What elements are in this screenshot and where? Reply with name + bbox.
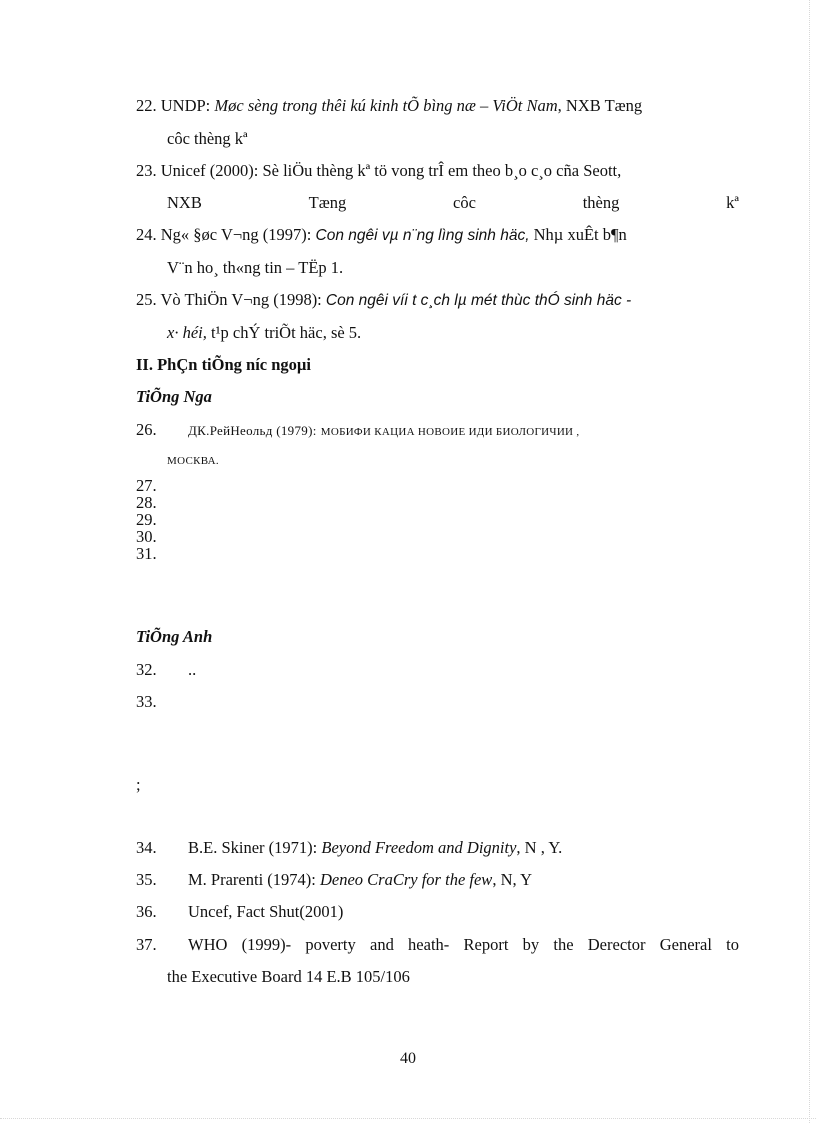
- ref-25: [136, 290, 631, 311]
- ref-28-number: 28.: [136, 493, 157, 512]
- ref-37: 37. WHO (1999)- poverty and heath- Report by the Derector General to: [136, 935, 739, 954]
- ref-24-author: 24. Ng« §øc V¬ng (1997):: [136, 225, 312, 244]
- subsection-heading-russian: TiÕng Nga: [136, 387, 212, 406]
- ref-25-author: 25. Vò ThiÖn V¬ng (1998):: [136, 290, 322, 309]
- ref-24: [136, 225, 627, 246]
- page-number: 40: [400, 1050, 416, 1067]
- ref-22: [136, 96, 739, 116]
- ref-26-number: 26.: [136, 420, 157, 439]
- ref-22-title: Møc sèng trong thêi kú kinh tÕ bìng næ – ViÖt Nam: [214, 96, 558, 115]
- ref-24-title: Con ngêi vµ n¨ng lìng sinh häc,: [315, 227, 530, 244]
- ref-35: 35. M. Prarenti (1974): Deneo CraCry for the few, N, Y: [136, 870, 533, 889]
- ref-37-continuation: the Executive Board 14 E.B 105/106: [167, 967, 410, 986]
- ref-32: 32. ..: [136, 660, 197, 679]
- page-edge-right: [809, 0, 810, 1123]
- ref-36: 36. Uncef, Fact Shut(2001): [136, 902, 344, 921]
- section-heading-foreign: II. PhÇn tiÕng níc ngoµi: [136, 355, 312, 374]
- stray-semicolon: ;: [136, 775, 141, 794]
- ref-24-continuation: V¨n ho¸ th«ng tin – TËp 1.: [167, 258, 344, 277]
- ref-34-title: Beyond Freedom and Dignity: [321, 838, 517, 857]
- ref-22-publisher: , NXB Tæng: [557, 96, 643, 115]
- ref-25-title: Con ngêi víi t c¸ch lµ mét thùc thÓ sinh häc -: [325, 292, 632, 309]
- page-edge-bottom: [0, 1118, 816, 1119]
- ref-26-title: МОБИФИ КАЦИА НОВОИЕ ИДИ БИОЛОГИЧИИ ,: [320, 426, 580, 438]
- ref-22-number: 22. UNDP:: [136, 96, 211, 115]
- empty-refs-27-31: [136, 477, 157, 562]
- ref-26-continuation: МОСКВА.: [167, 455, 219, 467]
- ref-34: 34. B.E. Skiner (1971): Beyond Freedom and Dignity, N , Y.: [136, 838, 563, 857]
- ref-31-number: 31.: [136, 544, 157, 563]
- ref-30-number: 30.: [136, 527, 157, 546]
- ref-26-author: ДК.РейНеольд (1979):: [188, 423, 317, 438]
- ref-25-continuation: x· héi, t¹p chÝ triÕt häc, sè 5.: [167, 323, 362, 342]
- ref-24-publisher: Nhµ xuÊt b¶n: [533, 225, 627, 244]
- ref-33: 33.: [136, 692, 157, 711]
- ref-26: [136, 420, 739, 442]
- ref-23: 23. Unicef (2000): Sè liÖu thèng kª tö vong trÎ em theo b¸o c¸o cña Seott,: [136, 161, 622, 180]
- ref-35-title: Deneo CraCry for the few: [319, 870, 493, 889]
- ref-22-continuation: côc thèng kª: [167, 129, 248, 148]
- ref-27-number: 27.: [136, 476, 157, 495]
- ref-23-continuation: NXB Tæng côc thèng kª: [167, 193, 739, 212]
- ref-29-number: 29.: [136, 510, 157, 529]
- subsection-heading-english: TiÕng Anh: [136, 627, 213, 646]
